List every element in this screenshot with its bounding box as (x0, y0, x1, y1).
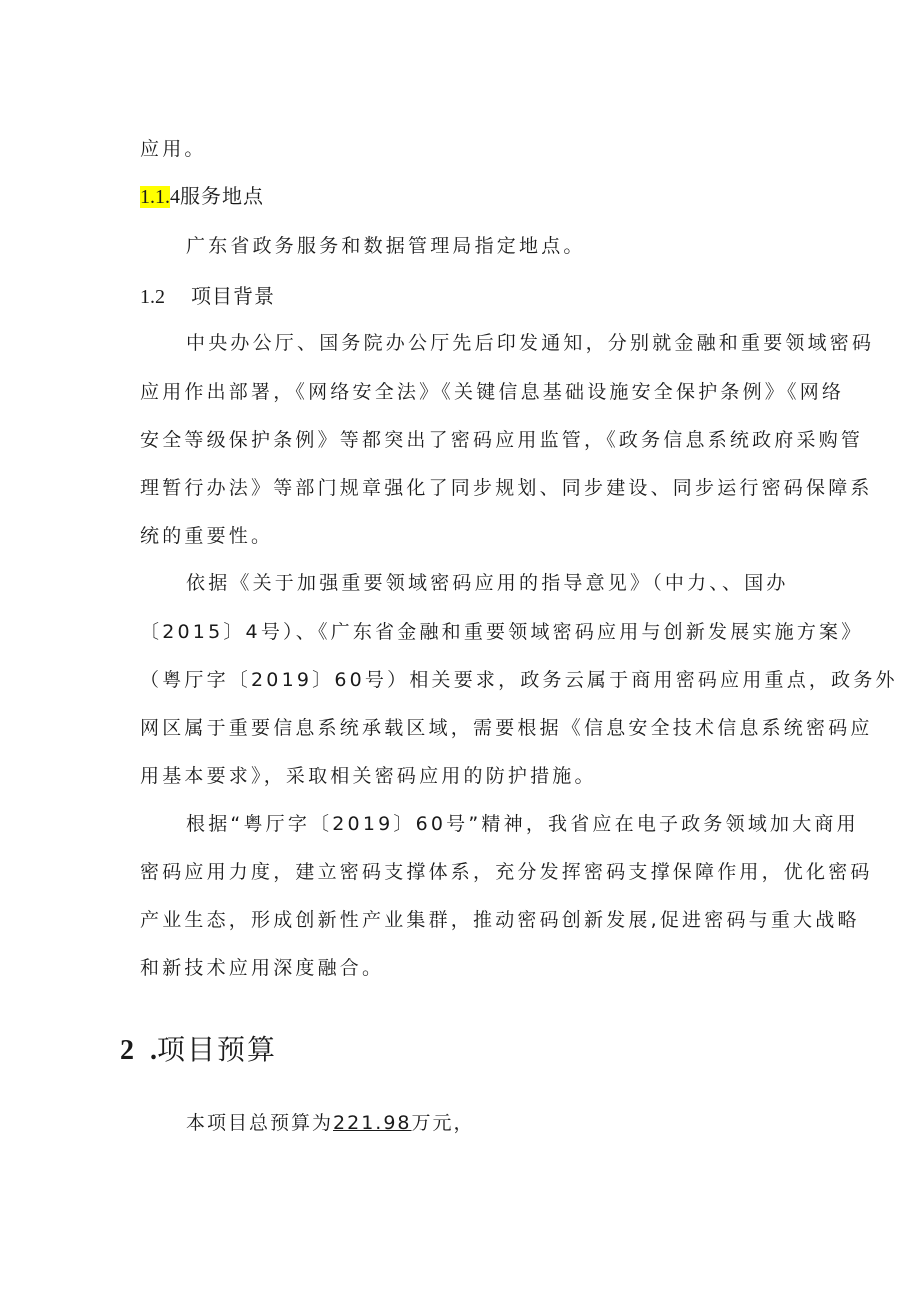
paragraph-line: 根据“粤厅字〔2019〕60号”精神，我省应在电子政务领域加大商用 (186, 813, 859, 835)
text-line: 广东省政务服务和数据管理局指定地点。 (186, 235, 586, 257)
section-number: 2 (120, 1035, 134, 1066)
budget-prefix: 本项目总预算为 (186, 1112, 334, 1134)
heading-number-highlighted: 1.1. (140, 186, 170, 208)
paragraph-line: 用基本要求》，采取相关密码应用的防护措施。 (140, 765, 597, 787)
heading-title: 服务地点 (180, 184, 264, 208)
paragraph-line: 安全等级保护条例》等都突出了密码应用监管，《政务信息系统政府采购管 (140, 429, 864, 451)
text-line: 应用。 (140, 138, 207, 160)
paragraph-line: 应用作出部署，《网络安全法》《关键信息基础设施安全保护条例》《网络 (140, 381, 845, 403)
heading-number: 1.2 (140, 286, 165, 308)
paragraph-line: （粤厅字〔2019〕60号）相关要求，政务云属于商用密码应用重点，政务外 (140, 669, 898, 691)
heading-1-1-4 (140, 183, 264, 210)
heading-section-2 (120, 1032, 277, 1069)
paragraph-line: 和新技术应用深度融合。 (140, 957, 385, 979)
paragraph-line: 产业生态，形成创新性产业集群，推动密码创新发展,促进密码与重大战略 (140, 909, 860, 931)
section-dot: . (150, 1035, 157, 1066)
paragraph-line: 依据《关于加强重要领域密码应用的指导意见》（中力、、国办 (186, 572, 789, 594)
budget-amount: 221.98 (333, 1112, 412, 1134)
paragraph-line: 中央办公厅、国务院办公厅先后印发通知，分别就金融和重要领域密码 (186, 332, 875, 354)
budget-line (186, 1110, 475, 1136)
paragraph-line: 统的重要性。 (140, 525, 274, 547)
section-title: 项目预算 (157, 1033, 278, 1066)
heading-number: 4 (170, 186, 180, 208)
paragraph-line: 理暂行办法》等部门规章强化了同步规划、同步建设、同步运行密码保障系 (140, 477, 873, 499)
heading-1-2 (140, 283, 275, 310)
paragraph-line: 密码应用力度，建立密码支撑体系，充分发挥密码支撑保障作用，优化密码 (140, 861, 873, 883)
paragraph-line: 网区属于重要信息系统承载区域，需要根据《信息安全技术信息系统密码应 (140, 717, 873, 739)
budget-suffix: 万元， (411, 1112, 475, 1134)
paragraph-line: 〔2015〕4号）、《广东省金融和重要领域密码应用与创新发展实施方案》 (140, 621, 864, 643)
heading-title: 项目背景 (191, 284, 275, 308)
